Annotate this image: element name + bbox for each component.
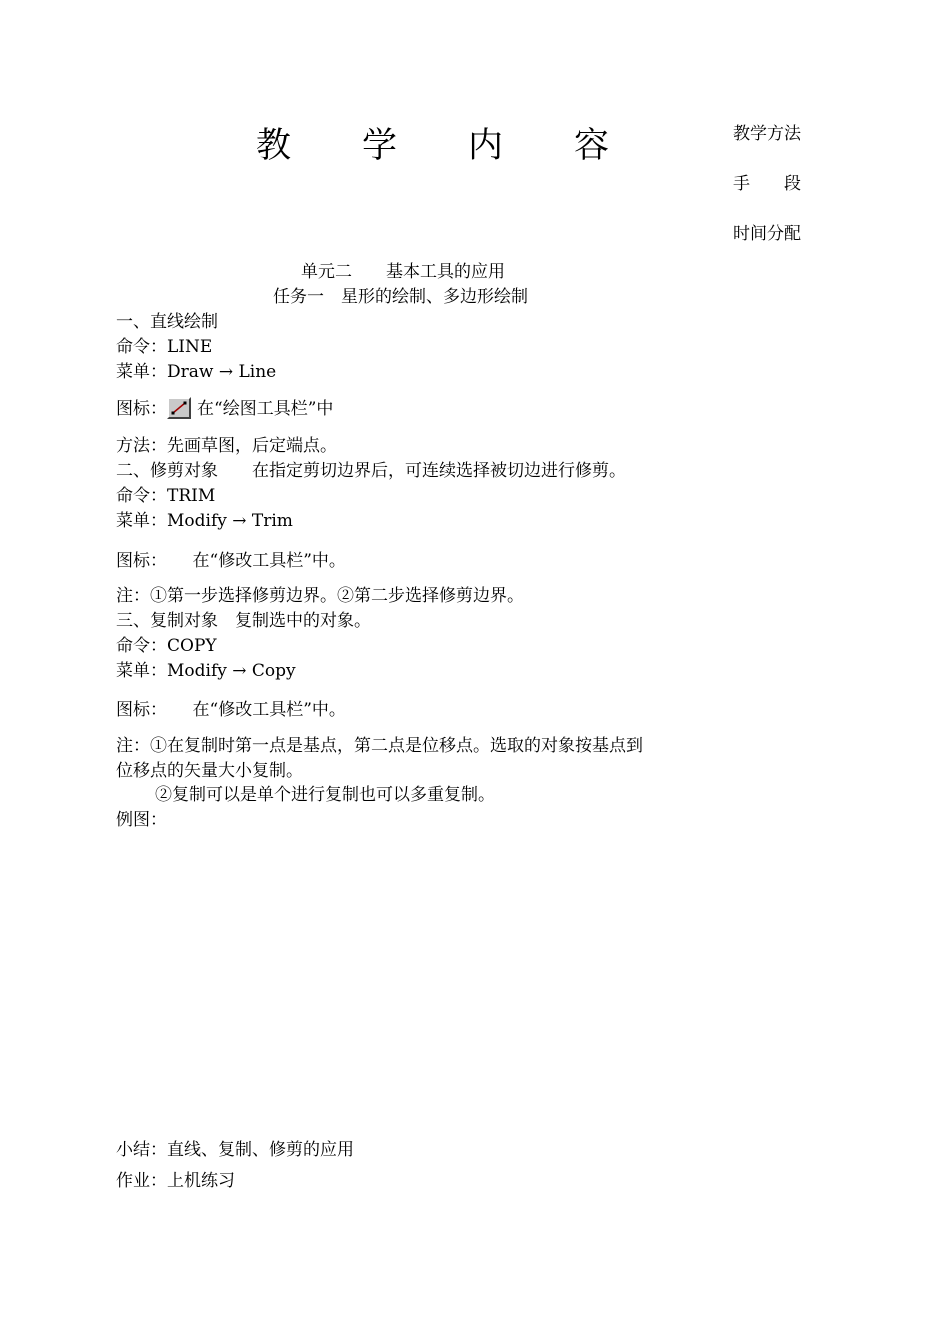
trim-menu: 菜单：Modify → Trim [116,511,293,531]
icon-location-text: 在“绘图工具栏”中 [197,399,334,419]
copy-note-3: ②复制可以是单个进行复制也可以多重复制。 [155,785,495,805]
unit-title: 单元二 基本工具的应用 [301,262,505,282]
copy-command: 命令：COPY [116,636,217,656]
trim-command: 命令：TRIM [116,486,216,506]
title-char: 教 [256,126,292,166]
page-title [256,118,680,168]
title-char: 容 [574,126,610,166]
example-label: 例图： [116,810,167,830]
line-menu: 菜单：Draw → Line [116,362,277,382]
trim-note: 注：①第一步选择修剪边界。②第二步选择修剪边界。 [116,586,524,606]
copy-note-2: 位移点的矢量大小复制。 [116,761,303,781]
line-method: 方法：先画草图，后定端点。 [116,436,337,456]
side-label-method: 教学方法 [733,124,801,144]
side-label-time: 时间分配 [733,224,801,244]
summary: 小结：直线、复制、修剪的应用 [116,1140,354,1160]
section-trim-heading: 二、修剪对象 在指定剪切边界后，可连续选择被切边进行修剪。 [116,461,626,481]
homework: 作业：上机练习 [116,1171,235,1191]
section-copy-heading: 三、复制对象 复制选中的对象。 [116,611,371,631]
trim-icon-row: 图标： 在“修改工具栏”中。 [116,551,346,571]
copy-menu: 菜单：Modify → Copy [116,661,296,681]
title-char: 学 [362,126,398,166]
section-line-heading: 一、直线绘制 [116,312,218,332]
line-command: 命令：LINE [116,337,213,357]
side-label-means: 手 段 [733,174,801,194]
copy-note-1: 注：①在复制时第一点是基点，第二点是位移点。选取的对象按基点到 [116,736,643,756]
icon-label: 图标： [116,399,167,419]
line-icon-row [116,394,333,419]
task-title: 任务一 星形的绘制、多边形绘制 [273,287,528,307]
title-char: 内 [468,126,504,166]
line-tool-icon [167,397,191,419]
copy-icon-row: 图标： 在“修改工具栏”中。 [116,700,346,720]
